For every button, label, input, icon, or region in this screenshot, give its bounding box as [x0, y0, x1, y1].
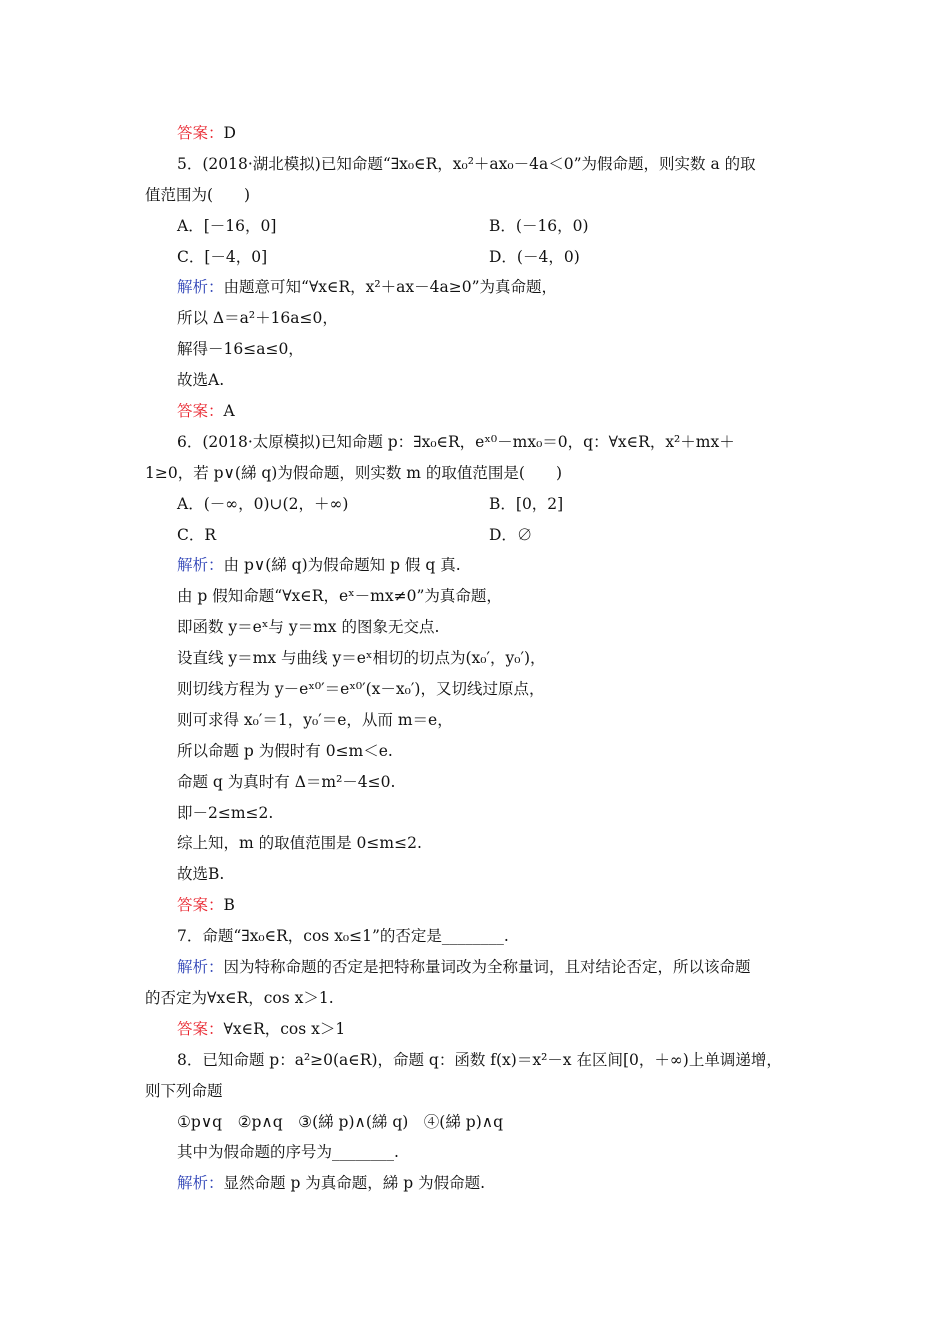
text-line [145, 550, 825, 581]
line-text: ①p∨q ②p∧q ③(綈 p)∧(綈 q) ④(綈 p)∧q [177, 1112, 504, 1131]
text-line [145, 581, 825, 612]
text-line [145, 1076, 825, 1107]
analysis-label: 解析： [177, 556, 224, 575]
answer-option: B．(－16，0) [489, 216, 589, 235]
text-line [145, 211, 825, 242]
line-text: 即函数 y＝eˣ与 y＝mx 的图象无交点. [177, 618, 440, 637]
text-line [145, 674, 825, 705]
line-text: 8．已知命题 p：a²≥0(a∈R)，命题 q：函数 f(x)＝x²－x 在区间[0，＋∞)上单调递增， [177, 1050, 782, 1069]
answer-label: 答案： [177, 1019, 224, 1038]
line-text: 则切线方程为 y－eˣ⁰′＝eˣ⁰′(x－x₀′)，又切线过原点， [177, 680, 545, 699]
answer-option: A．(－∞，0)∪(2，＋∞) [177, 494, 349, 513]
text-line [145, 798, 825, 829]
text-line [145, 1168, 825, 1199]
text-line [145, 396, 825, 427]
line-text: 所以 Δ＝a²＋16a≤0， [177, 309, 338, 328]
text-line [145, 1107, 825, 1138]
answer-option: A．[－16，0] [177, 216, 277, 235]
text-line [145, 1137, 825, 1168]
answer-label: 答案： [177, 896, 224, 915]
answer-option: C．R [177, 525, 217, 544]
line-text: 6．(2018·太原模拟)已知命题 p：∃x₀∈R，eˣ⁰－mx₀＝0，q：∀x∈R，x²＋mx＋ [177, 432, 735, 451]
text-line [145, 1045, 825, 1076]
line-text: 值范围为( ) [145, 185, 251, 204]
text-line [145, 1014, 825, 1045]
line-text: 则可求得 x₀′＝1，y₀′＝e，从而 m＝e， [177, 710, 453, 729]
text-line [145, 272, 825, 303]
text-line [145, 612, 825, 643]
text-line [145, 736, 825, 767]
line-text: 由题意可知“∀x∈R，x²＋ax－4a≥0”为真命题， [223, 278, 557, 297]
line-text: 5．(2018·湖北模拟)已知命题“∃x₀∈R，x₀²＋ax₀－4a＜0”为假命题，则实数 a 的取 [177, 154, 756, 173]
text-line [145, 983, 825, 1014]
line-text: 故选A. [177, 371, 225, 390]
line-text: 则下列命题 [145, 1081, 223, 1100]
line-text: 设直线 y＝mx 与曲线 y＝eˣ相切的切点为(x₀′，y₀′)， [177, 649, 546, 668]
answer-option: D．(－4，0) [489, 247, 580, 266]
answer-label: 答案： [177, 402, 224, 421]
text-line [145, 643, 825, 674]
line-text: A [223, 402, 235, 421]
text-line [145, 365, 825, 396]
analysis-label: 解析： [177, 1174, 224, 1193]
answer-option: D．∅ [489, 525, 533, 544]
line-text: 的否定为∀x∈R，cos x＞1. [145, 988, 334, 1007]
line-text: B [223, 896, 235, 915]
answer-option: C．[－4，0] [177, 247, 268, 266]
analysis-label: 解析： [177, 958, 224, 977]
line-text: 由 p∨(綈 q)为假命题知 p 假 q 真. [223, 556, 461, 575]
answer-option: B．[0，2] [489, 494, 564, 513]
line-text: 命题 q 为真时有 Δ＝m²－4≤0. [177, 772, 396, 791]
line-text: 综上知，m 的取值范围是 0≤m≤2. [177, 834, 422, 853]
text-line [145, 303, 825, 334]
line-text: 7．命题“∃x₀∈R，cos x₀≤1”的否定是________. [177, 927, 509, 946]
text-line [145, 952, 825, 983]
text-line [145, 828, 825, 859]
line-text: 即－2≤m≤2. [177, 803, 274, 822]
text-line [145, 767, 825, 798]
line-text: 由 p 假知命题“∀x∈R，eˣ－mx≠0”为真命题， [177, 587, 502, 606]
line-text: 显然命题 p 为真命题，綈 p 为假命题. [223, 1174, 485, 1193]
text-line [145, 242, 825, 273]
text-line [145, 705, 825, 736]
text-line [145, 180, 825, 211]
text-line [145, 458, 825, 489]
text-line [145, 520, 825, 551]
line-text: D [223, 124, 236, 142]
text-line [145, 859, 825, 890]
text-line [145, 427, 825, 458]
line-text: 1≥0，若 p∨(綈 q)为假命题，则实数 m 的取值范围是( ) [145, 463, 562, 482]
analysis-label: 解析： [177, 278, 224, 297]
line-text: 其中为假命题的序号为________. [177, 1143, 399, 1162]
document-body [145, 118, 825, 1199]
line-text: ∀x∈R，cos x＞1 [223, 1019, 346, 1038]
text-line [145, 149, 825, 180]
text-line [145, 890, 825, 921]
text-line [145, 118, 825, 149]
text-line [145, 489, 825, 520]
line-text: 因为特称命题的否定是把特称量词改为全称量词，且对结论否定，所以该命题 [223, 958, 751, 977]
line-text: 所以命题 p 为假时有 0≤m＜e. [177, 741, 393, 760]
text-line [145, 334, 825, 365]
line-text: 故选B. [177, 865, 225, 884]
line-text: 解得－16≤a≤0， [177, 340, 304, 359]
text-line [145, 921, 825, 952]
answer-label: 答案： [177, 124, 224, 142]
